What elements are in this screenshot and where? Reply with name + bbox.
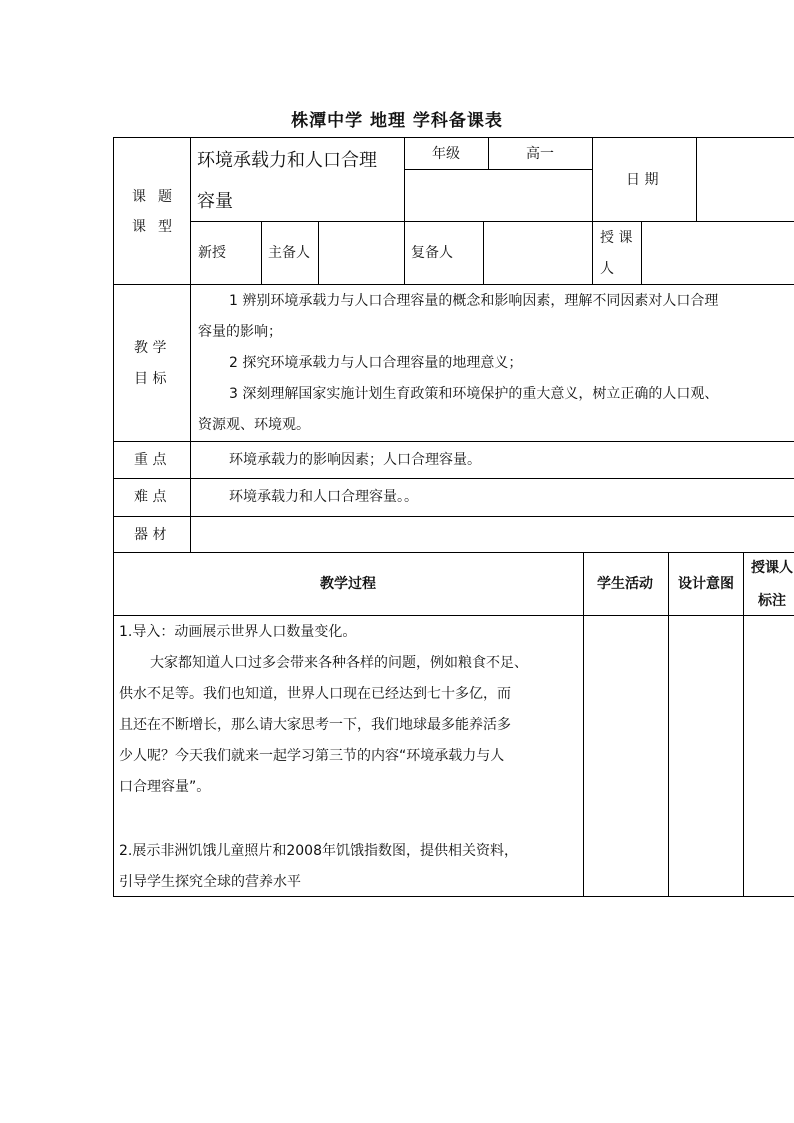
table-line: [113, 552, 794, 553]
teacher-label-line1: 授 课: [600, 230, 633, 246]
table-line: [190, 221, 794, 222]
table-line: [113, 137, 794, 138]
table-line: [404, 137, 405, 285]
table-line: [261, 221, 262, 285]
objective-line: 3 深刻理解国家实施计划生育政策和环境保护的重大意义，树立正确的人口观、: [229, 386, 719, 402]
table-line: [592, 137, 593, 285]
design-intent-header: 设计意图: [678, 576, 734, 592]
process-line: 口合理容量”。: [119, 779, 211, 795]
process-line: 2.展示非洲饥饿儿童照片和2008年饥饿指数图，提供相关资料，: [119, 843, 518, 859]
table-line: [113, 137, 114, 897]
table-line: [668, 552, 669, 897]
main-preparer-label: 主备人: [268, 245, 310, 261]
key-point-label: 重 点: [134, 452, 167, 468]
table-line: [190, 137, 191, 553]
table-line: [113, 441, 794, 442]
objective-line: 资源观、环境观。: [198, 417, 310, 433]
topic-label: 课题: [132, 189, 184, 205]
objective-line: 2 探究环境承载力与人口合理容量的地理意义；: [229, 355, 523, 371]
lesson-type-label: 课型: [132, 219, 184, 235]
table-line: [483, 221, 484, 285]
date-label: 日 期: [626, 172, 659, 188]
objectives-label-line2: 目 标: [134, 371, 167, 387]
table-line: [113, 516, 794, 517]
teacher-note-header-line2: 标注: [758, 593, 786, 609]
process-line: 且还在不断增长，那么请大家思考一下，我们地球最多能养活多: [119, 717, 511, 733]
process-line: 供水不足等。我们也知道，世界人口现在已经达到七十多亿，而: [119, 686, 511, 702]
objectives-label-line1: 教 学: [134, 340, 167, 356]
table-line: [696, 137, 697, 222]
key-point-text: 环境承载力的影响因素；人口合理容量。: [229, 452, 481, 468]
grade-label: 年级: [432, 146, 460, 162]
student-activity-header: 学生活动: [597, 576, 653, 592]
table-line: [404, 169, 592, 170]
table-line: [488, 137, 489, 170]
table-line: [318, 221, 319, 285]
process-line: 少人呢？今天我们就来一起学习第三节的内容“环境承载力与人: [119, 748, 505, 764]
page-title: 株潭中学 地理 学科备课表: [291, 111, 503, 131]
table-line: [743, 552, 744, 897]
process-line: 1.导入：动画展示世界人口数量变化。: [119, 624, 357, 640]
difficulty-label: 难 点: [134, 489, 167, 505]
process-header: 教学过程: [320, 576, 376, 592]
process-line: 大家都知道人口过多会带来各种各样的问题，例如粮食不足、: [150, 655, 528, 671]
objective-line: 容量的影响；: [198, 324, 282, 340]
review-preparer-label: 复备人: [411, 245, 453, 261]
teacher-label-line2: 人: [600, 261, 614, 277]
table-line: [113, 284, 794, 285]
topic-value-line2: 容量: [197, 191, 233, 212]
table-line: [583, 552, 584, 897]
process-line: 引导学生探究全球的营养水平: [119, 874, 301, 890]
table-line: [641, 221, 642, 285]
grade-value: 高一: [526, 146, 554, 162]
teacher-note-header-line1: 授课人: [751, 560, 793, 576]
equipment-label: 器 材: [134, 527, 167, 543]
difficulty-text: 环境承载力和人口合理容量。。: [229, 489, 418, 505]
table-line: [113, 478, 794, 479]
lesson-type-value: 新授: [198, 245, 226, 261]
objective-line: 1 辨别环境承载力与人口合理容量的概念和影响因素，理解不同因素对人口合理: [229, 293, 719, 309]
topic-value-line1: 环境承载力和人口合理: [197, 150, 377, 171]
table-line: [113, 615, 794, 616]
